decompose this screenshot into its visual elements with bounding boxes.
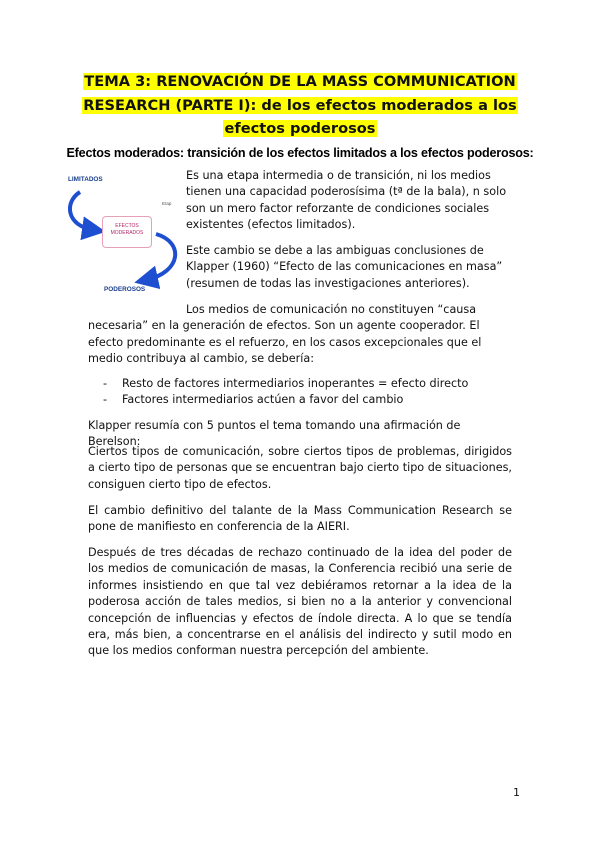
title-line-1: TEMA 3: RENOVACIÓN DE LA MASS COMMUNICATION [84, 73, 516, 90]
paragraph-ciertos-tipos: Ciertos tipos de comunicación, sobre ciertos tipos de problemas, dirigidos a cierto tipo de personas que se encuentran bajo cierto tipo de situaciones, consiguen cierto tipo de efectos. [88, 445, 512, 491]
diagram-label-moderados: EFECTOS MODERADOS [110, 223, 144, 236]
list-item-text: Factores intermediarios actúen a favor del cambio [122, 393, 404, 407]
arrow-limitados-to-moderados [70, 192, 94, 230]
paragraph-causa-necesaria-rest: necesaria” en la generación de efectos. Son un agente cooperador. El efecto predominante es el refuerzo, en los casos excepcionales que el medio contribuya al cambio, se debería: [88, 319, 482, 366]
paragraph-cambio-definitivo: El cambio definitivo del talante de la Mass Communication Research se pone de manifiesto en conferencia de la AIERI. [88, 504, 512, 534]
diagram-label-poderosos: PODEROSOS [104, 286, 146, 293]
list-bullet: - [103, 393, 108, 407]
paragraph-klapper-conclusiones: Este cambio se debe a las ambiguas conclusiones de Klapper (1960) “Efecto de las comunicaciones en masa” (resumen de todas las investigaciones anteriores). [186, 244, 503, 290]
diagram-side-label: Etap [162, 201, 172, 206]
paragraph-etapa-intermedia: Es una etapa intermedia o de transición, ni los medios tienen una capacidad poderosísima (tª de la bala), n solo son un mero factor reforzante de condiciones sociales existentes (efectos limitados). [186, 169, 507, 232]
page-number: 1 [513, 786, 520, 799]
title-line-2: RESEARCH (PARTE I): de los efectos moderados a los [83, 96, 517, 114]
conditions-list [103, 376, 503, 409]
page-title [60, 70, 540, 141]
paragraph-klapper-berelson: Klapper resumía con 5 puntos el tema tomando una afirmación de Berelson: [88, 419, 461, 449]
paragraph-causa-necesaria-start: Los medios de comunicación no constituyen “causa [186, 303, 477, 316]
effects-diagram [64, 168, 184, 298]
title-line-3: efectos poderosos [224, 120, 376, 137]
list-item [103, 392, 503, 408]
list-item-text: Resto de factores intermediarios inoperantes = efecto directo [122, 377, 469, 390]
diagram-label-limitados: LIMITADOS [68, 176, 103, 183]
section-subtitle: Efectos moderados: transición de los efectos limitados a los efectos poderosos: [66, 146, 534, 160]
list-bullet: - [103, 377, 108, 390]
list-item [103, 376, 503, 392]
paragraph-conferencia-aieri: Después de tres décadas de rechazo continuado de la idea del poder de los medios de comunicación de masas, la Conferencia recibió una serie de informes insistiendo en que tal vez debiéramos retornar a la idea de la poderosa acción de tales medios, si bien no a la anterior y convencional concepción de influencias y efectos de índole directa. A lo que se tendía era, más bien, a concentrarse en el análisis del indirecto y sutil modo en que los medios conforman nuestra percepción del ambiente. [88, 546, 512, 658]
